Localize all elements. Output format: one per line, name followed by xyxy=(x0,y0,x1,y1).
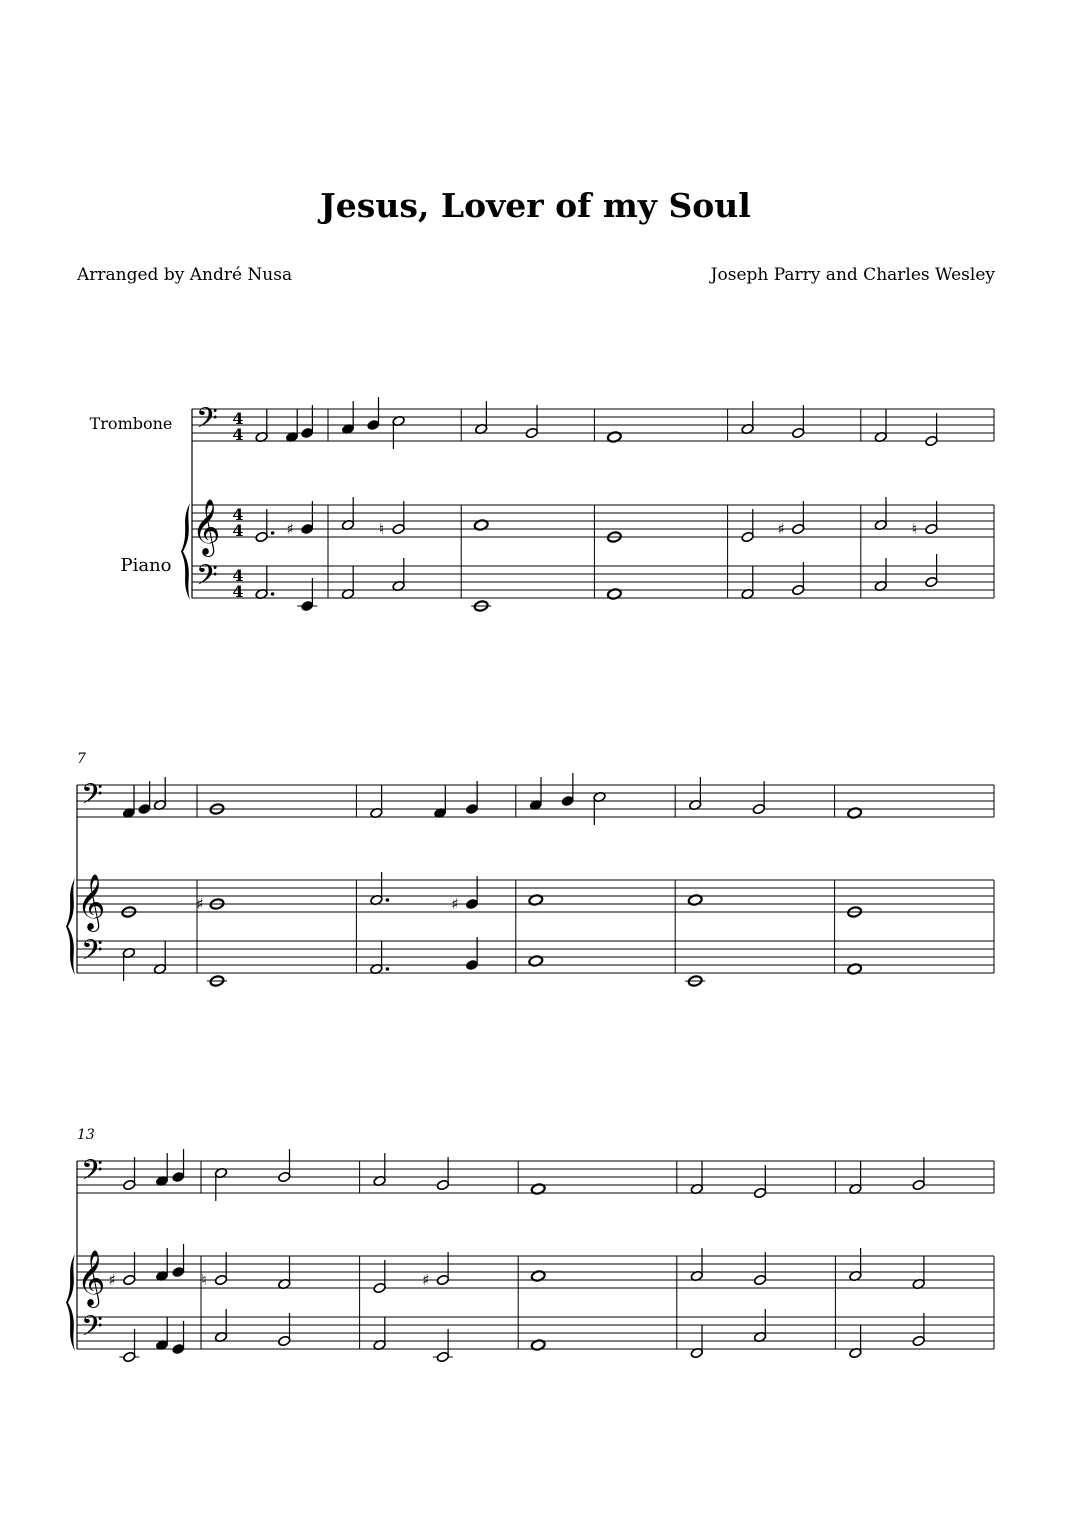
note xyxy=(255,409,268,443)
note xyxy=(741,566,754,600)
sharp-icon: ♯ xyxy=(777,520,785,538)
time-signature-numerator: 4 xyxy=(232,505,244,524)
note xyxy=(123,1157,136,1191)
note xyxy=(255,509,274,543)
note xyxy=(422,1252,449,1289)
time-signature-numerator: 4 xyxy=(232,409,244,428)
note xyxy=(849,1325,862,1359)
note xyxy=(874,497,887,531)
note xyxy=(341,566,354,600)
treble-clef-icon: 𝄞 xyxy=(77,1250,106,1306)
composer-credit: Joseph Parry and Charles Wesley xyxy=(710,265,995,285)
note xyxy=(153,941,166,975)
time-signature-denominator: 4 xyxy=(232,521,244,540)
augmentation-dot xyxy=(386,967,390,971)
sharp-icon: ♯ xyxy=(196,895,204,913)
note xyxy=(792,405,805,439)
note xyxy=(214,1309,227,1343)
note xyxy=(690,1248,703,1282)
note xyxy=(849,1161,862,1195)
note xyxy=(255,566,274,600)
note xyxy=(912,1256,925,1290)
note xyxy=(109,1252,136,1289)
note xyxy=(451,876,478,913)
bass-clef-icon: 𝄢 xyxy=(196,402,218,442)
treble-clef-icon: 𝄞 xyxy=(77,874,106,930)
note xyxy=(297,578,317,612)
piano-brace-icon xyxy=(66,1254,75,1351)
note xyxy=(741,509,754,543)
note xyxy=(155,1153,168,1187)
time-signature-numerator: 4 xyxy=(232,566,244,585)
note xyxy=(392,558,405,592)
note xyxy=(753,1252,766,1286)
time-signature-denominator: 4 xyxy=(232,582,244,601)
natural-icon: ♮ xyxy=(378,520,385,538)
note xyxy=(690,1161,703,1195)
note xyxy=(475,401,488,435)
instrument-name-trombone: Trombone xyxy=(89,414,173,433)
treble-clef-icon: 𝄞 xyxy=(192,499,221,555)
bass-clef-icon: 𝄢 xyxy=(81,934,103,974)
note xyxy=(287,501,314,538)
augmentation-dot xyxy=(271,531,275,535)
note xyxy=(689,777,702,811)
note xyxy=(172,1244,185,1278)
system-1 xyxy=(90,397,994,612)
instrument-name-piano: Piano xyxy=(120,555,172,576)
note xyxy=(874,558,887,592)
note xyxy=(925,413,938,447)
note xyxy=(379,501,405,538)
note xyxy=(172,1321,185,1355)
note xyxy=(912,1313,925,1347)
note xyxy=(138,781,151,815)
note xyxy=(373,1317,386,1351)
note xyxy=(341,497,354,531)
note xyxy=(370,872,389,906)
note xyxy=(373,1260,386,1294)
note xyxy=(925,554,938,588)
system-2 xyxy=(66,751,994,987)
note xyxy=(367,397,380,431)
measure-number: 13 xyxy=(77,1127,95,1143)
note xyxy=(465,781,478,815)
note xyxy=(685,975,705,987)
time-signature-denominator: 4 xyxy=(232,425,244,444)
note xyxy=(778,501,805,538)
note xyxy=(278,1313,291,1347)
note xyxy=(561,773,574,807)
bass-clef-icon: 𝄢 xyxy=(81,778,103,818)
bass-clef-icon: 𝄢 xyxy=(81,1310,103,1350)
note xyxy=(752,781,765,815)
note xyxy=(593,791,606,825)
note xyxy=(370,785,383,819)
note xyxy=(201,1252,227,1289)
note xyxy=(301,405,314,439)
note xyxy=(153,777,166,811)
note xyxy=(207,975,227,987)
note xyxy=(341,401,354,435)
note xyxy=(278,1256,291,1290)
note xyxy=(433,785,446,819)
note xyxy=(122,785,135,819)
note xyxy=(792,562,805,596)
sharp-icon: ♯ xyxy=(108,1271,116,1289)
measure-number: 7 xyxy=(77,751,86,767)
note xyxy=(912,1157,925,1191)
note xyxy=(753,1309,766,1343)
piano-brace-icon xyxy=(181,503,190,600)
note xyxy=(525,405,538,439)
bass-clef-icon: 𝄢 xyxy=(196,559,218,599)
note xyxy=(874,409,887,443)
arranger-credit: Arranged by André Nusa xyxy=(77,265,293,285)
sharp-icon: ♯ xyxy=(286,520,294,538)
note xyxy=(122,947,135,981)
note xyxy=(373,1153,386,1187)
sharp-icon: ♯ xyxy=(451,895,459,913)
augmentation-dot xyxy=(386,898,390,902)
note xyxy=(753,1165,766,1199)
note xyxy=(436,1157,449,1191)
note xyxy=(392,415,405,449)
note xyxy=(433,1329,453,1363)
note xyxy=(155,1317,168,1351)
note xyxy=(690,1325,703,1359)
note xyxy=(214,1167,227,1201)
system-3 xyxy=(66,1127,994,1363)
note xyxy=(471,600,491,612)
note xyxy=(849,1248,862,1282)
natural-icon: ♮ xyxy=(911,520,918,538)
note xyxy=(741,401,754,435)
note xyxy=(465,937,478,971)
bass-clef-icon: 𝄢 xyxy=(81,1154,103,1194)
sharp-icon: ♯ xyxy=(422,1271,430,1289)
augmentation-dot xyxy=(271,592,275,596)
note xyxy=(285,409,298,443)
note xyxy=(529,777,542,811)
note xyxy=(119,1329,139,1363)
note xyxy=(912,501,938,538)
note xyxy=(278,1149,291,1183)
piano-brace-icon xyxy=(66,878,75,975)
note xyxy=(155,1248,168,1282)
page-title: Jesus, Lover of my Soul xyxy=(320,186,751,225)
note xyxy=(370,941,389,975)
note xyxy=(172,1149,185,1183)
natural-icon: ♮ xyxy=(201,1271,207,1289)
